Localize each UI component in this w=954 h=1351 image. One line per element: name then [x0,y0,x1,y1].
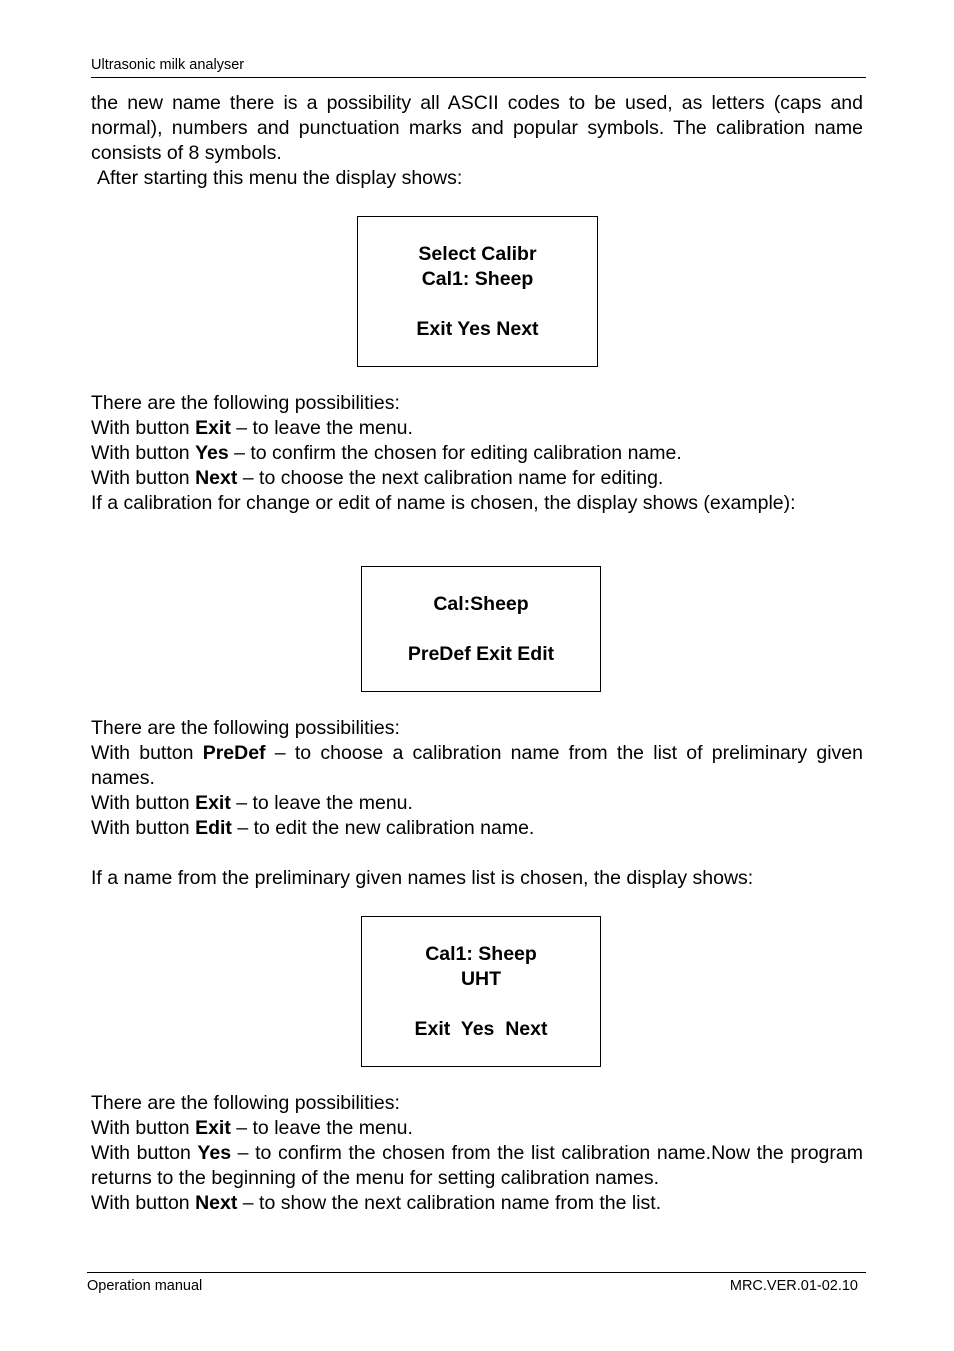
button-name: Exit [195,792,231,814]
button-name: Yes [195,442,229,464]
option-prefix: With button [91,742,203,764]
option-yes [91,441,863,466]
display-line: Cal1: Sheep [421,268,534,290]
option-prefix: With button [91,417,196,439]
option-text: – to choose the next calibration name for editing. [237,467,664,489]
display-line: Cal:Sheep [433,593,529,615]
option-text: – to show the next calibration name from the list. [237,1192,662,1214]
option-yes [91,1141,863,1191]
section-2 [91,716,863,891]
display-line: PreDef Exit Edit [407,643,555,665]
option-prefix: With button [91,467,196,489]
option-prefix: With button [91,792,196,814]
option-prefix: With button [91,1192,196,1214]
display-line [358,292,597,317]
option-text: – to edit the new calibration name. [231,817,535,839]
option-exit [91,1116,863,1141]
display-line [362,992,600,1017]
option-prefix: With button [91,1142,198,1164]
option-text: – to leave the menu. [230,417,413,439]
footer-left: Operation manual [87,1278,203,1294]
option-next [91,1191,863,1216]
display-line: Exit Yes Next [416,318,539,340]
intro-block [91,91,863,191]
display-line [362,617,600,642]
section-intro: There are the following possibilities: [91,392,400,414]
button-name: Yes [197,1142,232,1164]
footer-right: MRC.VER.01-02.10 [729,1278,858,1294]
button-name: Next [195,467,238,489]
button-name: Exit [195,417,231,439]
option-text: – to leave the menu. [230,1117,413,1139]
display-line: Cal1: Sheep [425,943,537,965]
option-exit [91,791,863,816]
display-predefined-name [361,916,601,1067]
option-text: – to confirm the chosen from the list calibration name.Now the program returns to the beginning of the menu for setting calibration names. [91,1142,863,1189]
display-select-calibration [357,216,598,367]
section-intro: There are the following possibilities: [91,1092,400,1114]
option-text: – to leave the menu. [230,792,413,814]
button-name: Next [195,1192,238,1214]
page-header [91,56,866,78]
header-title: Ultrasonic milk analyser [91,57,245,73]
button-name: Exit [195,1117,231,1139]
option-prefix: With button [91,1117,196,1139]
section-3 [91,1091,863,1216]
option-exit [91,416,863,441]
option-prefix: With button [91,442,196,464]
option-text: – to confirm the chosen for editing calibration name. [228,442,682,464]
option-text: – to choose a calibration name from the list of preliminary given names. [91,742,863,789]
display-calibration-edit [361,566,601,692]
section-after-text: If a name from the preliminary given names list is chosen, the display shows: [91,867,754,889]
option-predef [91,741,863,791]
option-prefix: With button [91,817,196,839]
option-edit [91,816,863,841]
option-next [91,466,863,491]
section-1 [91,391,863,516]
display-line: Exit Yes Next [414,1018,548,1040]
intro-paragraph: the new name there is a possibility all ASCII codes to be used, as letters (caps and normal), numbers and punctuation marks and popular symbols. The calibration name consists of 8 symbols. [91,92,863,164]
intro-display-note: After starting this menu the display shows: [97,167,463,189]
page-footer [87,1272,866,1294]
button-name: PreDef [202,742,266,764]
section-intro: There are the following possibilities: [91,717,400,739]
section-after-text: If a calibration for change or edit of name is chosen, the display shows (example): [91,492,796,514]
button-name: Edit [195,817,232,839]
display-line: Select Calibr [418,243,537,265]
display-line: UHT [460,968,502,990]
